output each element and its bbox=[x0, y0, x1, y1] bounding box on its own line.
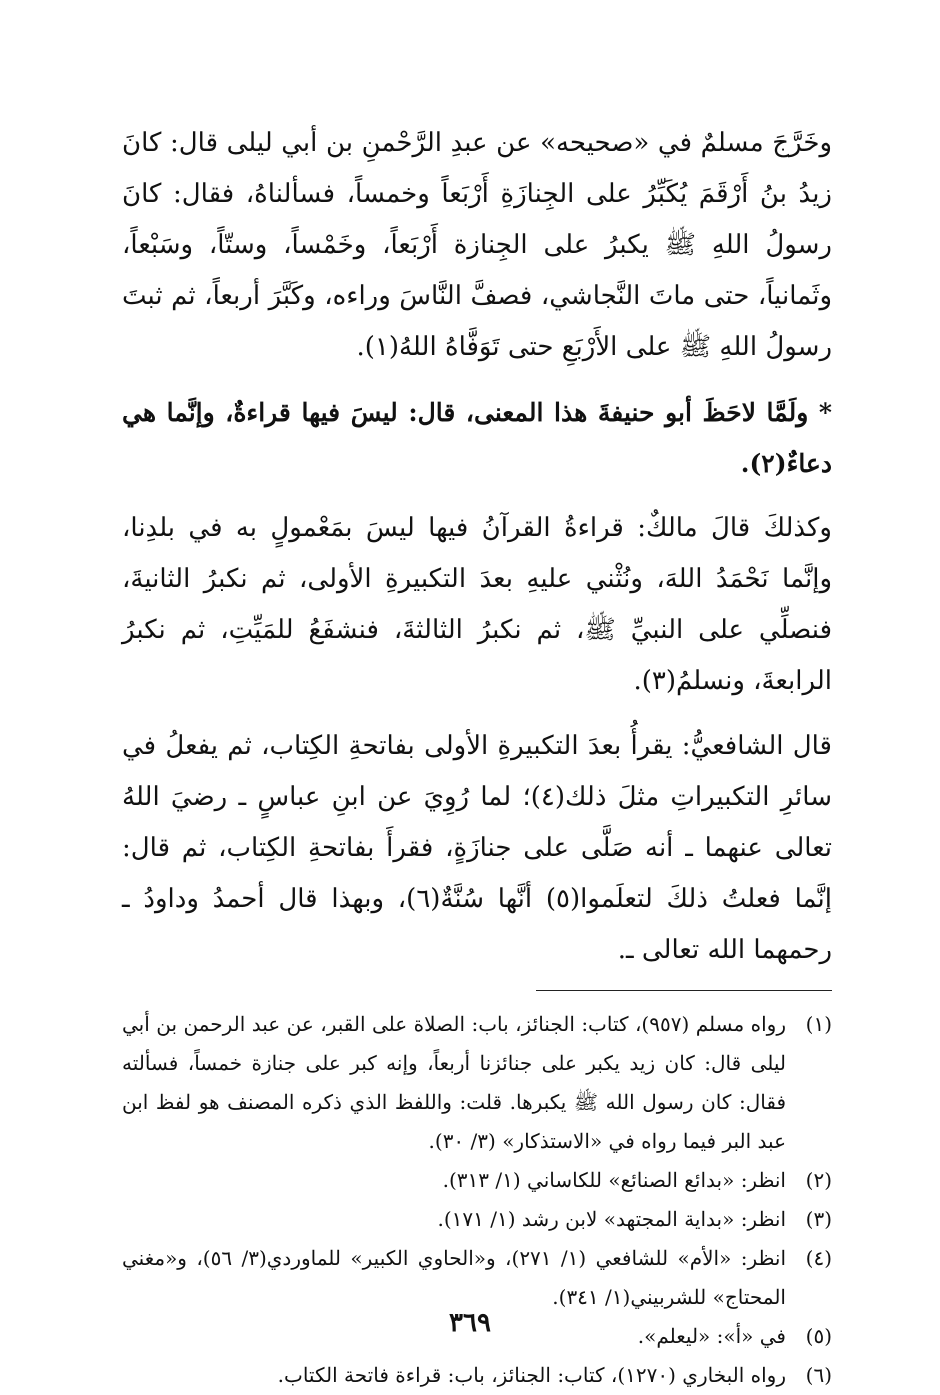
main-text bbox=[122, 118, 832, 976]
paragraph-muslim-hadith: وخَرَّجَ مسلمٌ في «صحيحه» عن عبدِ الرَّحْمنِ بن أبي ليلى قال: كانَ زيدُ بنُ أَرْقَمَ يُكَبِّرُ على الجِنازَةِ أَرْبَعاً وخمساً، فسألناهُ، فقال: كانَ رسولُ اللهِ ﷺ يكبرُ على الجِنازة أَرْبَعاً، وخَمْساً، وستّاً، وسَبْعاً، وثَمانياً، حتى ماتَ النَّجاشي، فصفَّ النَّاسَ وراءه، وكَبَّرَ أربعاً، ثم ثبتَ رسولُ اللهِ ﷺ على الأَرْبَعِ حتى تَوَفَّاهُ اللهُ(١). bbox=[122, 128, 832, 362]
footnote-number: (٤) bbox=[805, 1246, 832, 1270]
footnote-1 bbox=[122, 1005, 832, 1161]
footnote-4 bbox=[122, 1239, 832, 1317]
footnote-3 bbox=[122, 1200, 832, 1239]
footnote-number: (٦) bbox=[805, 1363, 832, 1387]
footnote-text: رواه البخاري (١٢٧٠)، كتاب: الجنائز، باب: قراءة فاتحة الكتاب. bbox=[277, 1363, 786, 1387]
footnote-2 bbox=[122, 1161, 832, 1200]
page-number: ٣٦٩ bbox=[449, 1308, 491, 1338]
paragraph-abu-hanifa: * ولَمَّا لاحَظَ أبو حنيفةَ هذا المعنى، قال: ليسَ فيها قراءةٌ، وإنَّما هي دعاءٌ(٢). bbox=[122, 398, 832, 478]
paragraph-shafii: قال الشافعيُّ: يقرأُ بعدَ التكبيرةِ الأولى بفاتحةِ الكِتاب، ثم يفعلُ في سائرِ التكبيراتِ مثلَ ذلك(٤)؛ لما رُوِيَ عن ابنِ عباسٍ ـ رضيَ اللهُ تعالى عنهما ـ أنه صَلَّى على جنازَةٍ، فقرأَ بفاتحةِ الكِتاب، ثم قال: إنَّما فعلتُ ذلكَ لتعلَموا(٥) أنَّها سُنَّةٌ(٦)، وبهذا قال أحمدُ وداودُ ـ رحمهما الله تعالى ـ. bbox=[122, 731, 832, 965]
footnote-text: انظر: «بداية المجتهد» لابن رشد (١/ ١٧١). bbox=[437, 1207, 786, 1231]
footnote-number: (٣) bbox=[805, 1207, 832, 1231]
footnote-number: (٥) bbox=[805, 1324, 832, 1348]
footnote-divider bbox=[536, 990, 832, 991]
paragraph-malik: وكذلكَ قالَ مالكٌ: قراءةُ القرآنُ فيها ليسَ بمَعْمولٍ به في بلدِنا، وإنَّما نَحْمَدُ اللهَ، ونُثْني عليهِ بعدَ التكبيرةِ الأولى، ثم نكبرُ الثانيةَ، فنصلِّي على النبيِّ ﷺ، ثم نكبرُ الثالثةَ، فنشفَعُ للمَيِّتِ، ثم نكبرُ الرابعةَ، ونسلمُ(٣). bbox=[122, 513, 832, 696]
footnote-text: انظر: «بدائع الصنائع» للكاساني (١/ ٣١٣). bbox=[442, 1168, 786, 1192]
footnote-number: (٢) bbox=[805, 1168, 832, 1192]
footnote-text: انظر: «الأم» للشافعي (١/ ٢٧١)، و«الحاوي الكبير» للماوردي(٣/ ٥٦)، و«مغني المحتاج» للشربيني(١/ ٣٤١). bbox=[122, 1246, 787, 1309]
footnote-6 bbox=[122, 1356, 832, 1395]
footnote-text: في «أ»: «ليعلم». bbox=[637, 1324, 786, 1348]
footnote-text: رواه مسلم (٩٥٧)، كتاب: الجنائز، باب: الصلاة على القبر، عن عبد الرحمن بن أبي ليلى قال: كان زيد يكبر على جنائزنا أربعاً، وإنه كبر على جنازة خمساً، فسألته فقال: كان رسول الله ﷺ يكبرها. قلت: واللفظ الذي ذكره المصنف هو لفظ ابن عبد البر فيما رواه في «الاستذكار» (٣/ ٣٠). bbox=[122, 1012, 786, 1153]
footnote-number: (١) bbox=[805, 1012, 832, 1036]
